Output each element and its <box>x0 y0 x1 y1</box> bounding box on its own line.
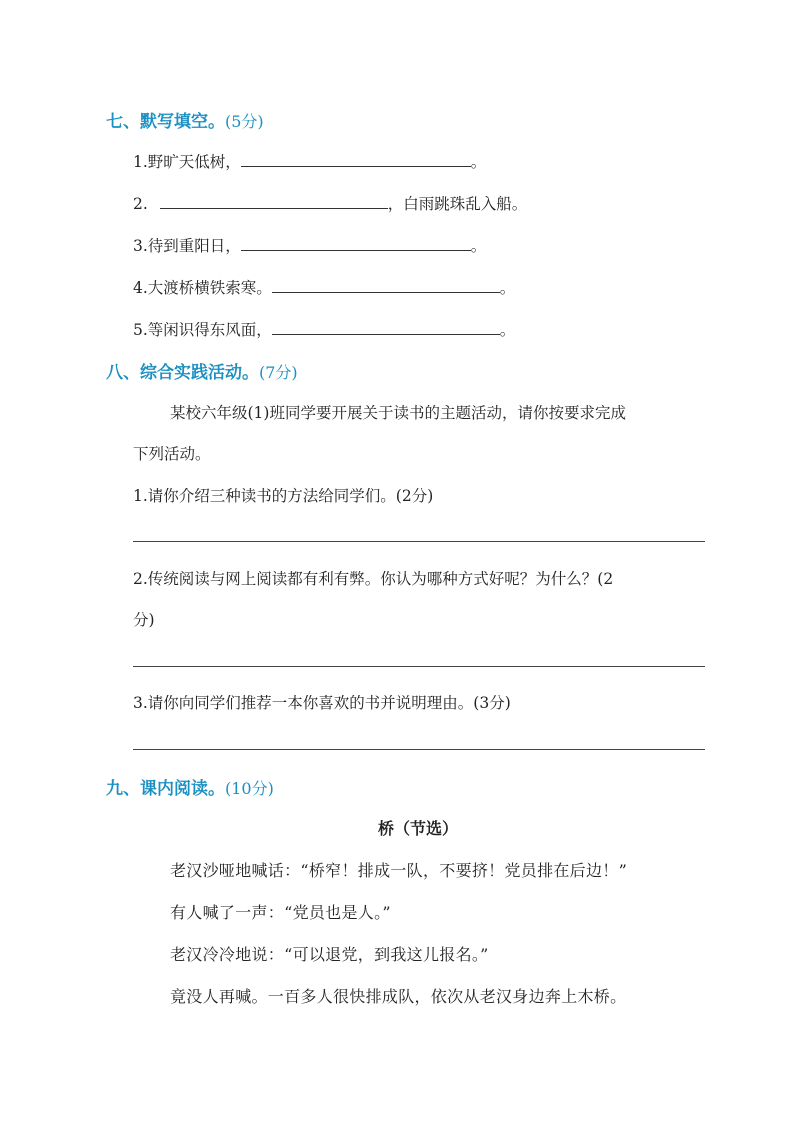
activity-question-3: 3.请你向同学们推荐一本你喜欢的书并说明理由。(3分) <box>133 694 511 712</box>
fill-item-1 <box>133 150 486 172</box>
fill-item-2-prefix: 2. <box>133 195 148 213</box>
section-9-title: 九、课内阅读。 <box>106 779 225 799</box>
fill-item-1-prefix: 1.野旷天低树， <box>133 153 241 171</box>
fill-item-5-suffix: 。 <box>499 321 516 339</box>
section-7-title: 七、默写填空。 <box>106 112 225 132</box>
fill-item-4-suffix: 。 <box>499 279 516 297</box>
fill-blank-3[interactable] <box>241 236 471 251</box>
passage-title: 桥（节选） <box>378 819 459 838</box>
fill-item-3 <box>133 234 486 256</box>
passage-paragraph-2: 有人喊了一声：“党员也是人。” <box>170 903 391 922</box>
fill-item-1-suffix: 。 <box>470 153 487 171</box>
section-7-points: (5分) <box>225 112 264 131</box>
fill-blank-1[interactable] <box>241 152 471 167</box>
activity-question-2-line-1: 2.传统阅读与网上阅读都有利有弊。你认为哪种方式好呢？为什么？(2 <box>133 570 614 588</box>
section-9-points: (10分) <box>225 779 274 798</box>
fill-item-4-prefix: 4.大渡桥横铁索寒。 <box>133 279 272 297</box>
section-8-points: (7分) <box>259 363 298 382</box>
fill-blank-4[interactable] <box>272 278 500 293</box>
section-8-heading <box>106 358 298 383</box>
answer-line-1[interactable] <box>133 541 705 542</box>
passage-paragraph-3: 老汉冷冷地说：“可以退党，到我这儿报名。” <box>170 945 489 964</box>
activity-question-1: 1.请你介绍三种读书的方法给同学们。(2分) <box>133 487 434 505</box>
activity-intro-line-1: 某校六年级(1)班同学要开展关于读书的主题活动，请你按要求完成 <box>170 404 626 422</box>
fill-item-4 <box>133 276 515 298</box>
fill-item-2 <box>133 192 527 214</box>
activity-question-2-line-2: 分) <box>133 611 155 629</box>
fill-item-3-suffix: 。 <box>470 237 487 255</box>
section-8-title: 八、综合实践活动。 <box>106 363 259 383</box>
passage-paragraph-1: 老汉沙哑地喊话：“桥窄！排成一队，不要挤！党员排在后边！” <box>170 861 628 880</box>
section-9-heading <box>106 774 274 799</box>
fill-item-5-prefix: 5.等闲识得东风面， <box>133 321 272 339</box>
fill-blank-2[interactable] <box>160 194 388 209</box>
activity-intro-line-2: 下列活动。 <box>133 445 211 463</box>
section-7-heading <box>106 107 264 132</box>
answer-line-2[interactable] <box>133 666 705 667</box>
fill-item-5 <box>133 318 515 340</box>
fill-blank-5[interactable] <box>272 320 500 335</box>
passage-paragraph-4: 竟没人再喊。一百多人很快排成队，依次从老汉身边奔上木桥。 <box>170 987 627 1006</box>
answer-line-3[interactable] <box>133 749 705 750</box>
fill-item-3-prefix: 3.待到重阳日， <box>133 237 241 255</box>
fill-item-2-suffix: ，白雨跳珠乱入船。 <box>387 195 528 213</box>
